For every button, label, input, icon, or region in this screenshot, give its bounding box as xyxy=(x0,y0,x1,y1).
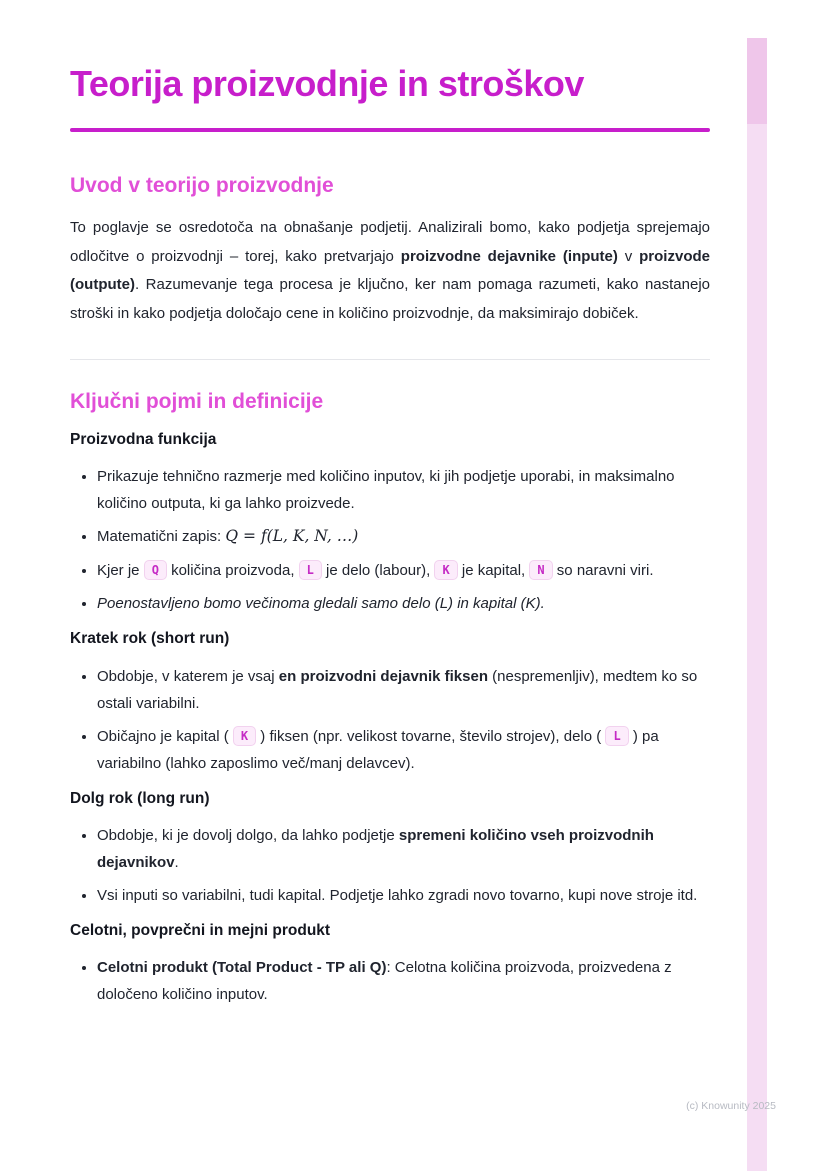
inline-code-badge: N xyxy=(529,560,552,580)
section-heading: Uvod v teorijo proizvodnje xyxy=(70,173,334,197)
text-segment: Kjer je xyxy=(97,562,144,580)
text-segment: spremeni količino vseh proizvodnih dejavnikov xyxy=(97,827,659,872)
inline-code-badge: K xyxy=(434,560,457,580)
section-heading: Ključni pojmi in definicije xyxy=(70,389,324,413)
inline-code-badge: K xyxy=(233,726,256,746)
inline-code-badge: Q xyxy=(144,560,167,580)
list-item xyxy=(97,523,710,551)
list-item xyxy=(97,954,710,1008)
page-title: Teorija proizvodnje in stroškov xyxy=(70,63,584,104)
text-segment: (nespremenljiv), medtem ko so ostali variabilni. xyxy=(97,667,702,712)
subsection-heading: Proizvodna funkcija xyxy=(70,431,217,449)
copyright-note: (c) Knowunity 2025 xyxy=(686,1100,776,1112)
text-segment: količina proizvoda, xyxy=(166,562,299,580)
text-segment: Obdobje, v katerem je vsaj xyxy=(97,667,279,685)
text-segment: To poglavje se osredotoča na obnašanje podjetij. Analizirali bomo, kako podjetja sprejemajo odločitve o proizvodnji – torej, kako pretvarjajo xyxy=(70,218,715,265)
scrollbar-track[interactable] xyxy=(747,38,767,1171)
text-segment: proizvode (outpute) xyxy=(70,247,715,294)
blocks-container xyxy=(70,173,715,1009)
subsection-heading: Dolg rok (long run) xyxy=(70,789,210,807)
text-segment: Običajno je kapital ( xyxy=(97,727,233,745)
math-expression: Q = f(L, K, N, …) xyxy=(225,527,359,546)
text-segment: Poenostavljeno bomo večinoma gledali samo delo (L) in kapital (K). xyxy=(97,595,545,613)
text-segment: . xyxy=(174,854,179,872)
subsection-heading: Celotni, povprečni in mejni produkt xyxy=(70,922,331,940)
paragraph xyxy=(70,214,715,329)
text-segment: proizvodne dejavnike (inpute) xyxy=(400,247,618,265)
bullet-list xyxy=(70,954,710,1008)
bullet-list xyxy=(70,663,710,777)
bullet-list xyxy=(70,822,710,909)
list-item xyxy=(97,663,710,717)
text-segment: Matematični zapis: xyxy=(97,528,226,546)
text-segment: Obdobje, ki je dovolj dolgo, da lahko podjetje xyxy=(97,827,399,845)
text-segment: je delo (labour), xyxy=(321,562,435,580)
text-segment: ) fiksen (npr. velikost tovarne, število strojev), delo ( xyxy=(256,727,606,745)
list-item xyxy=(97,463,710,517)
list-item xyxy=(97,557,710,584)
scrollbar-thumb[interactable] xyxy=(747,38,767,124)
text-segment: Vsi inputi so variabilni, tudi kapital. Podjetje lahko zgradi novo tovarno, kupi nove stroje itd. xyxy=(97,887,698,905)
text-segment: ) pa variabilno (lahko zaposlimo več/manj delavcev). xyxy=(97,727,663,772)
subsection-heading: Kratek rok (short run) xyxy=(70,630,230,648)
title-underline xyxy=(70,128,710,132)
list-item xyxy=(97,882,710,909)
text-segment: : Celotna količina proizvoda, proizvedena z določeno količino inputov. xyxy=(97,959,676,1004)
text-segment: je kapital, xyxy=(457,562,530,580)
section-divider xyxy=(70,359,710,360)
text-segment: . Razumevanje tega procesa je ključno, ker nam pomaga razumeti, kako nastanejo stroški in kako podjetja določajo cene in količino proizvodnje, da maksimirajo dobiček. xyxy=(70,276,715,323)
text-segment: en proizvodni dejavnik fiksen xyxy=(278,667,488,685)
inline-code-badge: L xyxy=(605,726,628,746)
inline-code-badge: L xyxy=(299,560,322,580)
bullet-list xyxy=(70,463,710,617)
list-item xyxy=(97,590,710,617)
text-segment: Prikazuje tehnično razmerje med količino inputov, ki jih podjetje uporabi, in maksimalno količino outputa, ki ga lahko proizvede. xyxy=(97,468,679,513)
text-segment: Celotni produkt (Total Product - TP ali Q) xyxy=(97,959,387,977)
text-segment: so naravni viri. xyxy=(552,562,654,580)
document-content xyxy=(70,63,715,1018)
text-segment: v xyxy=(617,247,640,265)
list-item xyxy=(97,723,710,777)
list-item xyxy=(97,822,710,876)
